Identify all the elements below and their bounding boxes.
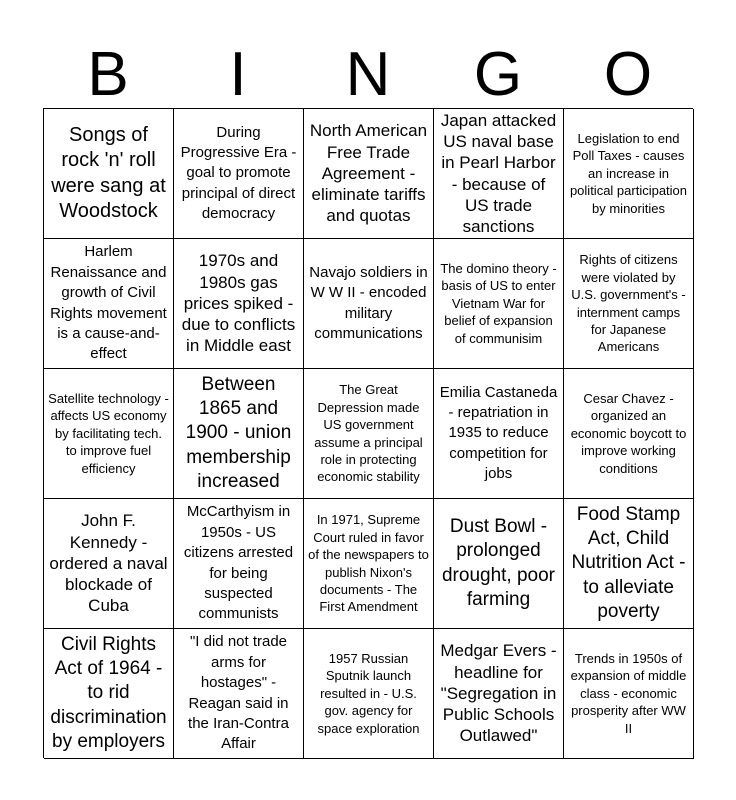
- bingo-cell: Cesar Chavez - organized an economic boycott to improve working conditions: [564, 369, 694, 499]
- header-letter-n: N: [345, 40, 391, 109]
- bingo-cell: Rights of citizens were violated by U.S. government's - internment camps for Japanese Americans: [564, 239, 694, 369]
- header-letter-g: G: [473, 40, 523, 109]
- bingo-cell: During Progressive Era - goal to promote principal of direct democracy: [174, 109, 304, 239]
- bingo-cell: Trends in 1950s of expansion of middle class - economic prosperity after WW II: [564, 629, 694, 759]
- bingo-cell: The domino theory - basis of US to enter Vietnam War for belief of expansion of communisim: [434, 239, 564, 369]
- bingo-grid: [43, 108, 693, 758]
- bingo-cell: Civil Rights Act of 1964 - to rid discrimination by employers: [44, 629, 174, 759]
- bingo-cell: 1957 Russian Sputnik launch resulted in - U.S. gov. agency for space exploration: [304, 629, 434, 759]
- bingo-cell: Dust Bowl - prolonged drought, poor farming: [434, 499, 564, 629]
- bingo-cell: Food Stamp Act, Child Nutrition Act - to alleviate poverty: [564, 499, 694, 629]
- bingo-cell: Medgar Evers - headline for "Segregation in Public Schools Outlawed": [434, 629, 564, 759]
- header-letter-i: I: [229, 40, 247, 109]
- bingo-cell: McCarthyism in 1950s - US citizens arrested for being suspected communists: [174, 499, 304, 629]
- bingo-cell: In 1971, Supreme Court ruled in favor of the newspapers to publish Nixon's documents - The First Amendment: [304, 499, 434, 629]
- bingo-cell: The Great Depression made US government assume a principal role in protecting economic stability: [304, 369, 434, 499]
- bingo-cell: Harlem Renaissance and growth of Civil Rights movement is a cause-and-effect: [44, 239, 174, 369]
- bingo-cell: Between 1865 and 1900 - union membership increased: [174, 369, 304, 499]
- bingo-header: [43, 42, 693, 108]
- bingo-cell: Japan attacked US naval base in Pearl Harbor - because of US trade sanctions: [434, 109, 564, 239]
- bingo-cell: 1970s and 1980s gas prices spiked - due to conflicts in Middle east: [174, 239, 304, 369]
- bingo-cell: Satellite technology - affects US economy by facilitating tech. to improve fuel efficiency: [44, 369, 174, 499]
- bingo-cell: Emilia Castaneda - repatriation in 1935 to reduce competition for jobs: [434, 369, 564, 499]
- header-letter-b: B: [87, 40, 129, 109]
- bingo-cell: John F. Kennedy - ordered a naval blockade of Cuba: [44, 499, 174, 629]
- header-letter-o: O: [603, 40, 653, 109]
- bingo-cell: "I did not trade arms for hostages" - Reagan said in the Iran-Contra Affair: [174, 629, 304, 759]
- bingo-cell: Navajo soldiers in W W II - encoded military communications: [304, 239, 434, 369]
- bingo-cell: Songs of rock 'n' roll were sang at Woodstock: [44, 109, 174, 239]
- bingo-cell: Legislation to end Poll Taxes - causes an increase in political participation by minorities: [564, 109, 694, 239]
- bingo-cell: North American Free Trade Agreement - eliminate tariffs and quotas: [304, 109, 434, 239]
